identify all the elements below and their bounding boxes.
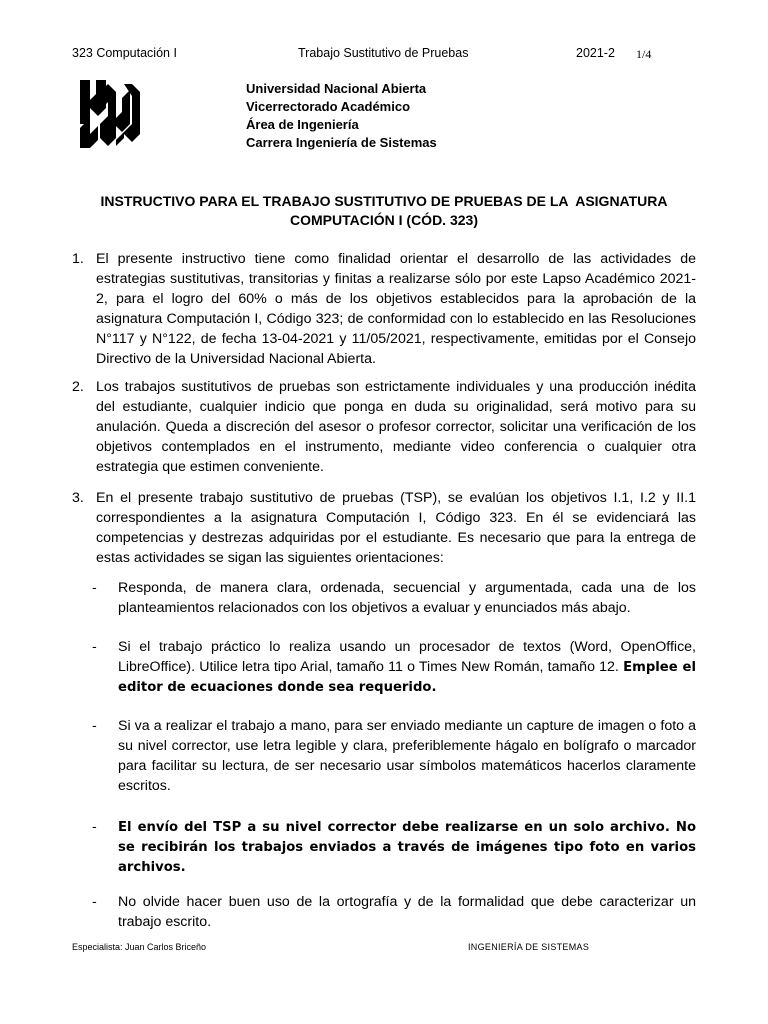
bullet-text: El envío del TSP a su nivel corrector debe realizarse en un solo archivo. No se recibirán los trabajos enviados a través de imágenes tipo foto en varios archivos. bbox=[118, 820, 696, 875]
list-item-text: Los trabajos sustitutivos de pruebas son estrictamente individuales y una producción inédita del estudiante, cualquier indicio que ponga en duda su originalidad, será motivo para su anulación. Queda a discreción del asesor o profesor corrector, solicitar una verificación de los objetivos contemplados en el instrumento, mediante video conferencia o cualquier otra estrategia que estimen conveniente. bbox=[96, 379, 696, 475]
list-item-number: 1. bbox=[72, 251, 84, 267]
bullet-bold-text: Emplee el editor de ecuaciones donde sea requerido. bbox=[118, 659, 696, 695]
bullet-text-block bbox=[118, 638, 696, 698]
bullet-dash: - bbox=[92, 580, 97, 596]
document-title-line1: INSTRUCTIVO PARA EL TRABAJO SUSTITUTIVO DE PRUEBAS DE LA ASIGNATURA bbox=[100, 193, 668, 209]
header-course: 323 Computación I bbox=[72, 46, 177, 60]
header-document-title: Trabajo Sustitutivo de Pruebas bbox=[298, 46, 469, 60]
list-item bbox=[72, 489, 696, 569]
bullet-dash: - bbox=[92, 894, 97, 910]
institution-university: Universidad Nacional Abierta bbox=[246, 81, 427, 96]
list-item-text: El presente instructivo tiene como finalidad orientar el desarrollo de las actividades de estrategias sustitutivas, transitorias y finitas a realizarse sólo por este Lapso Académico 2021-2, para el logro del 60% o más de los objetivos establecidos para la aprobación de la asignatura Computación I, Código 323; de conformidad con lo establecido en las Resoluciones N°117 y N°122, de fecha 13-04-2021 y 11/05/2021, respectivamente, emitidas por el Consejo Directivo de la Universidad Nacional Abierta. bbox=[96, 251, 696, 367]
bullet-item bbox=[92, 717, 696, 797]
bullet-text: Si va a realizar el trabajo a mano, para ser enviado mediante un capture de imagen o foto a su nivel corrector, use letra legible y clara, preferiblemente hágalo en bolígrafo o marcador para facilitar su lectura, de ser necesario usar símbolos matemáticos hacerlos claramente escritos. bbox=[118, 718, 696, 794]
footer-area: INGENIERÍA DE SISTEMAS bbox=[468, 942, 590, 952]
institution-area: Área de Ingeniería bbox=[246, 117, 359, 132]
bullet-dash: - bbox=[92, 639, 97, 655]
institution-vicerrectorado: Vicerrectorado Académico bbox=[246, 99, 411, 114]
footer-specialist: Especialista: Juan Carlos Briceño bbox=[72, 942, 207, 952]
list-item-number: 3. bbox=[72, 490, 84, 506]
institution-career: Carrera Ingeniería de Sistemas bbox=[246, 135, 437, 150]
document-title-line2: COMPUTACIÓN I (CÓD. 323) bbox=[290, 212, 478, 228]
bullet-item bbox=[92, 818, 696, 878]
bullet-text: Responda, de manera clara, ordenada, secuencial y argumentada, cada una de los planteamientos relacionados con los objetivos a evaluar y enunciados más abajo. bbox=[118, 580, 696, 616]
bullet-dash: - bbox=[92, 718, 97, 734]
list-item-text: En el presente trabajo sustitutivo de pruebas (TSP), se evalúan los objetivos I.1, I.2 y II.1 correspondientes a la asignatura Computación I, Código 323. En él se evidenciará las competencias y destrezas adquiridas por el estudiante. Es necesario que para la entrega de estas actividades se sigan las siguientes orientaciones: bbox=[96, 490, 696, 566]
list-item bbox=[72, 378, 696, 478]
bullet-text: Si el trabajo práctico lo realiza usando un procesador de textos (Word, OpenOffice, LibreOffice). Utilice letra tipo Arial, tamaño 11 o Times New Román, tamaño 12. bbox=[118, 639, 696, 675]
university-logo bbox=[78, 78, 142, 150]
header-term: 2021-2 bbox=[576, 46, 615, 60]
header-page-number: 1/4 bbox=[636, 47, 652, 61]
list-item bbox=[72, 250, 696, 369]
bullet-item bbox=[92, 638, 696, 698]
bullet-item bbox=[92, 579, 696, 619]
bullet-item bbox=[92, 893, 696, 933]
document-title bbox=[72, 192, 696, 230]
bullet-text: No olvide hacer buen uso de la ortografía y de la formalidad que debe caracterizar un trabajo escrito. bbox=[118, 894, 696, 930]
list-item-number: 2. bbox=[72, 379, 84, 395]
institution-block bbox=[246, 80, 437, 152]
bullet-dash: - bbox=[92, 819, 97, 835]
